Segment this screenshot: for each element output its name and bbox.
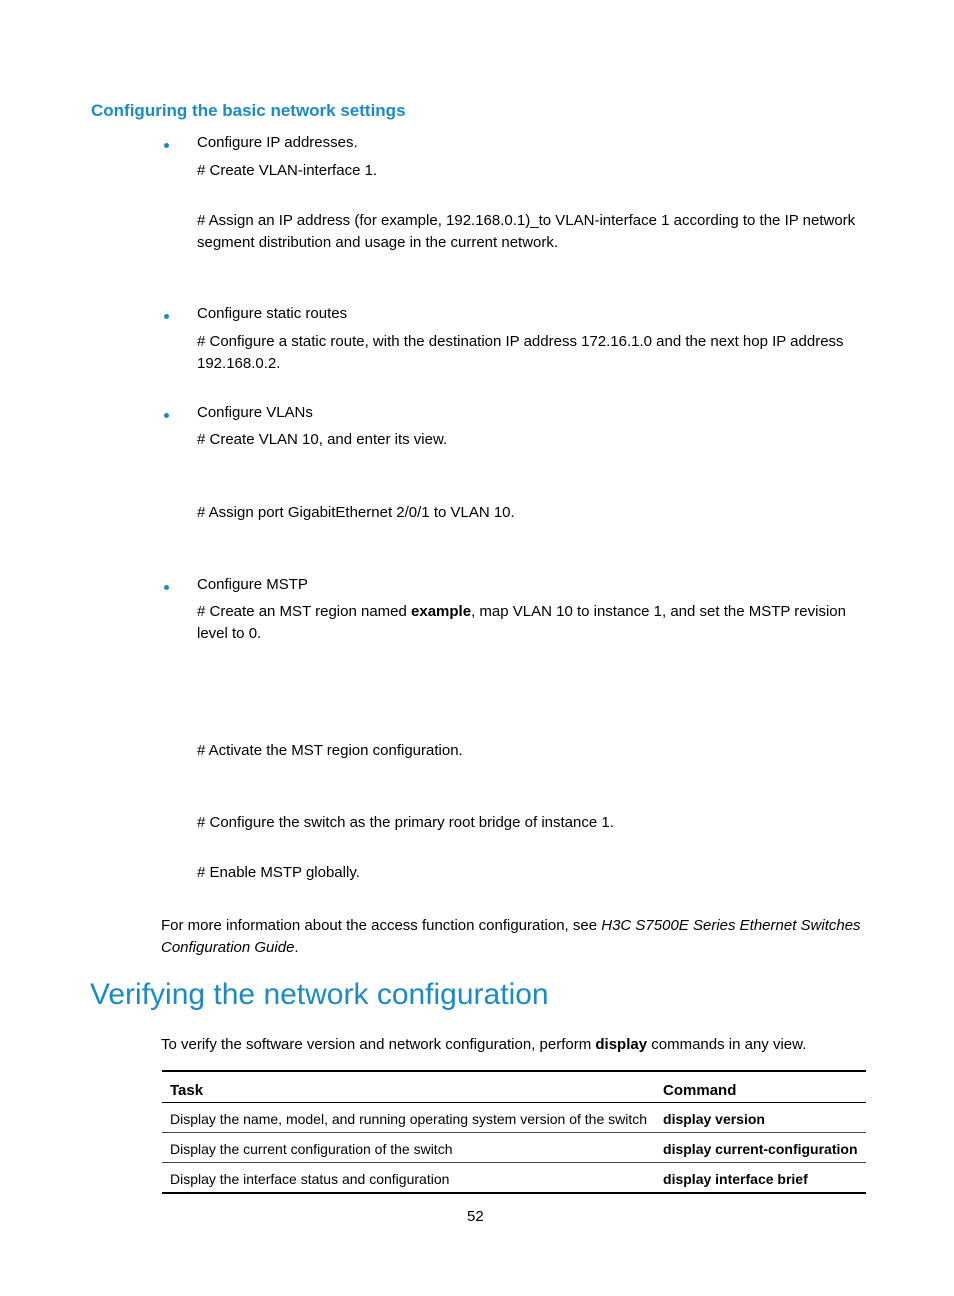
step-static-route: # Configure a static route, with the destination IP address 172.16.1.0 and the next hop IP address 192.168.0.2.	[197, 333, 844, 372]
more-info-paragraph: For more information about the access function configuration, see H3C S7500E Series Ethernet Switches Configuration Guide.	[161, 917, 861, 956]
bullet-mstp: Configure MSTP	[197, 576, 308, 593]
table-cell-task: Display the interface status and configuration	[162, 1163, 655, 1194]
step-activate-mst: # Activate the MST region configuration.	[197, 742, 463, 759]
command-table	[162, 1070, 866, 1194]
table-row	[162, 1103, 866, 1133]
bullet-icon	[164, 413, 169, 418]
section-heading: Configuring the basic network settings	[91, 101, 406, 120]
step-create-vlan-interface: # Create VLAN-interface 1.	[197, 162, 378, 179]
step-create-mst-region: # Create an MST region named example, map VLAN 10 to instance 1, and set the MSTP revision level to 0.	[197, 603, 846, 642]
step-assign-ip: # Assign an IP address (for example, 192.168.0.1)_to VLAN-interface 1 according to the IP network segment distribution and usage in the current network.	[197, 212, 856, 251]
table-header-command: Command	[655, 1071, 865, 1103]
guide-title: H3C S7500E Series Ethernet Switches Configuration Guide	[161, 917, 861, 956]
page-number: 52	[467, 1208, 484, 1225]
table-row	[162, 1133, 866, 1163]
bullet-static-routes: Configure static routes	[197, 305, 348, 322]
intro-paragraph: To verify the software version and network configuration, perform display commands in any view.	[161, 1036, 807, 1053]
table-cell-command: display current-configuration	[655, 1133, 865, 1163]
step-enable-mstp: # Enable MSTP globally.	[197, 864, 360, 881]
main-heading: Verifying the network configuration	[90, 978, 549, 1011]
step-create-vlan: # Create VLAN 10, and enter its view.	[197, 431, 448, 448]
bullet-icon	[164, 314, 169, 319]
table-header-task: Task	[162, 1071, 655, 1103]
bullet-vlans: Configure VLANs	[197, 404, 313, 421]
table-cell-task: Display the current configuration of the switch	[162, 1133, 655, 1163]
bullet-icon	[164, 143, 169, 148]
table-cell-task: Display the name, model, and running operating system version of the switch	[162, 1103, 655, 1133]
bullet-icon	[164, 585, 169, 590]
table-cell-command: display interface brief	[655, 1163, 865, 1194]
step-primary-root: # Configure the switch as the primary root bridge of instance 1.	[197, 814, 614, 831]
bullet-ip-addresses: Configure IP addresses.	[197, 134, 358, 151]
table-row	[162, 1163, 866, 1194]
step-assign-port: # Assign port GigabitEthernet 2/0/1 to VLAN 10.	[197, 504, 515, 521]
table-cell-command: display version	[655, 1103, 865, 1133]
